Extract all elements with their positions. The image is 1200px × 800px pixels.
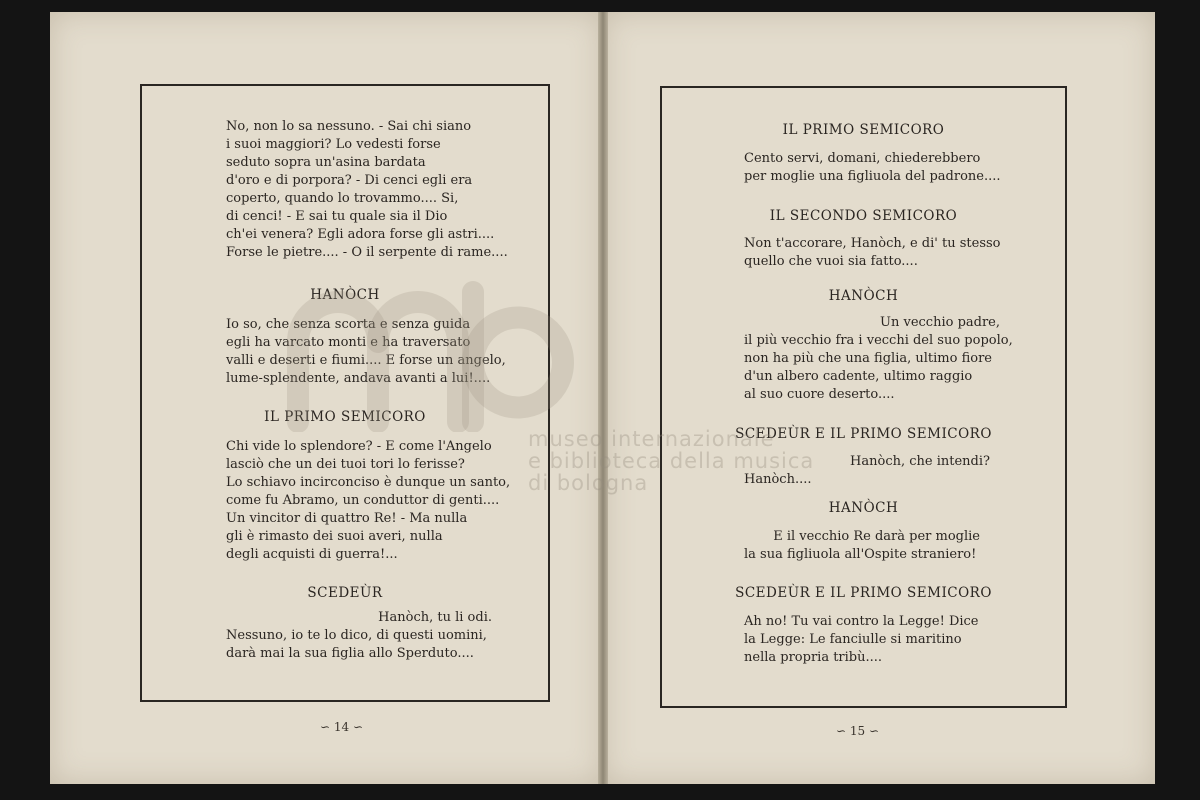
- right-page: [604, 12, 1155, 784]
- left-verse-line: Nessuno, io te lo dico, di questi uomini,: [226, 628, 487, 643]
- right-verse-line-indented: E il vecchio Re darà per moglie: [773, 529, 980, 544]
- left-verse-line: darà mai la sua figlia allo Sperduto....: [226, 646, 474, 661]
- speaker-heading: SCEDEÙR E IL PRIMO SEMICORO: [735, 585, 992, 601]
- left-verse-line: gli è rimasto dei suoi averi, nulla: [226, 529, 443, 544]
- left-verse-line: lasciò che un dei tuoi tori lo ferisse?: [226, 457, 465, 472]
- right-verse-line: d'un albero cadente, ultimo raggio: [744, 369, 973, 384]
- speaker-heading: SCEDEÙR: [307, 585, 383, 601]
- left-verse-line: Lo schiavo incirconciso è dunque un santo,: [226, 475, 511, 490]
- page-number-value: 14: [333, 720, 350, 734]
- left-verse-line: d'oro e di porpora? - Di cenci egli era: [226, 173, 473, 188]
- left-verse-line: Io so, che senza scorta e senza guida: [226, 317, 471, 332]
- left-verse-line: Un vincitor di quattro Re! - Ma nulla: [226, 511, 468, 526]
- right-verse-line-indented: Hanòch, che intendi?: [850, 454, 990, 469]
- right-verse-line: non ha più che una figlia, ultimo fiore: [744, 351, 992, 366]
- left-verse-line: come fu Abramo, un conduttor di genti....: [226, 493, 500, 508]
- right-verse-line: Cento servi, domani, chiederebbero: [744, 151, 981, 166]
- right-verse-line: al suo cuore deserto....: [744, 387, 895, 402]
- page-number-left: ∽ 14 ∽: [320, 720, 364, 734]
- right-verse-line: il più vecchio fra i vecchi del suo popolo,: [744, 333, 1013, 348]
- left-verse-line-indented: Hanòch, tu li odi.: [378, 610, 492, 625]
- left-verse-line: i suoi maggiori? Lo vedesti forse: [226, 137, 441, 152]
- right-verse-line: Ah no! Tu vai contro la Legge! Dice: [744, 614, 979, 629]
- museum-watermark: [528, 428, 814, 494]
- speaker-heading: IL PRIMO SEMICORO: [782, 122, 945, 138]
- right-verse-line: Hanòch....: [744, 472, 812, 487]
- speaker-heading: HANÒCH: [828, 500, 899, 516]
- left-verse-line: degli acquisti di guerra!...: [226, 547, 398, 562]
- watermark-line: e biblioteca della musica: [528, 449, 815, 473]
- watermark-line: museo internazionale: [528, 427, 775, 451]
- left-verse-line: egli ha varcato monti e ha traversato: [226, 335, 471, 350]
- left-verse-line: Chi vide lo splendore? - E come l'Angelo: [226, 439, 492, 454]
- speaker-heading: SCEDEÙR E IL PRIMO SEMICORO: [735, 426, 992, 442]
- watermark-logo-icon: [258, 272, 578, 432]
- left-verse-line: Forse le pietre.... - O il serpente di rame....: [226, 245, 508, 260]
- right-verse-line: quello che vuoi sia fatto....: [744, 254, 918, 269]
- right-verse-line: Non t'accorare, Hanòch, e di' tu stesso: [744, 236, 1001, 251]
- right-verse-line: la Legge: Le fanciulle si maritino: [744, 632, 962, 647]
- right-verse-line: per moglie una figliuola del padrone....: [744, 169, 1001, 184]
- speaker-heading: IL SECONDO SEMICORO: [769, 208, 958, 224]
- right-verse-line: nella propria tribù....: [744, 650, 883, 665]
- left-verse-line: lume-splendente, andava avanti a lui!....: [226, 371, 491, 386]
- book-spine: [598, 12, 608, 784]
- left-verse-line: ch'ei venera? Egli adora forse gli astri....: [226, 227, 495, 242]
- speaker-heading: IL PRIMO SEMICORO: [264, 409, 426, 425]
- right-verse-line: la sua figliuola all'Ospite straniero!: [744, 547, 977, 562]
- speaker-heading: HANÒCH: [828, 288, 899, 304]
- page-number-right: ∽ 15 ∽: [836, 724, 880, 738]
- left-verse-line: di cenci! - E sai tu quale sia il Dio: [226, 209, 448, 224]
- right-verse-line-indented: Un vecchio padre,: [880, 315, 1000, 330]
- left-verse-line: seduto sopra un'asina bardata: [226, 155, 426, 170]
- page-number-value: 15: [849, 724, 866, 738]
- left-verse-line: No, non lo sa nessuno. - Sai chi siano: [226, 119, 472, 134]
- left-verse-line: valli e deserti e fiumi.... E forse un angelo,: [226, 353, 506, 368]
- watermark-line: di bologna: [528, 471, 649, 495]
- speaker-heading: HANÒCH: [310, 287, 380, 303]
- left-verse-line: coperto, quando lo trovammo.... Si,: [226, 191, 459, 206]
